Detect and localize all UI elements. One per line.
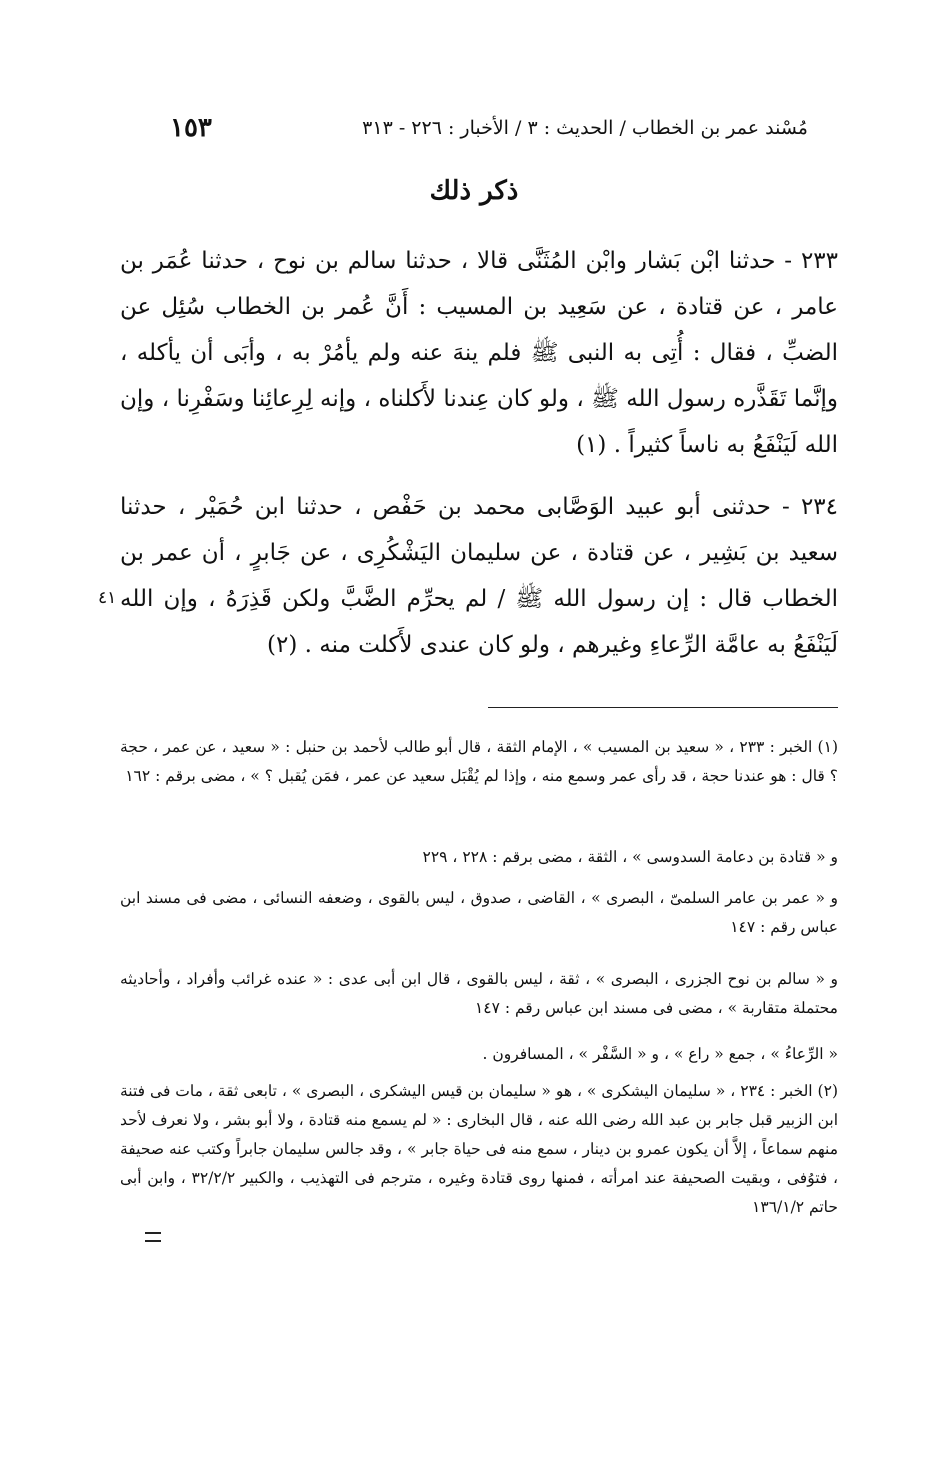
footnote-umar-ibn-amir: و « عمر بن عامر السلمىّ ، البصرى » ، القاضى ، صدوق ، ليس بالقوى ، وضعفه النسائى ، مضى فى مسند ابن عباس رقم : ١٤٧ <box>120 889 838 936</box>
footnote-1: (١) الخبر : ٢٣٣ ، « سعيد بن المسيب » ، الإمام الثقة ، قال أبو طالب لأحمد بن حنبل : « سعيد ، عن عمر ، حجة ؟ قال : هو عندنا حجة ، قد رأى عمر وسمع منه ، وإذا لم يُقْبَل سعيد عن عمر ، فمَن يُقبل ؟ » ، مضى برقم : ١٦٢ <box>120 738 838 785</box>
continuation-mark <box>145 1232 161 1242</box>
footnote-2: (٢) الخبر : ٢٣٤ ، « سليمان اليشكرى » ، هو « سليمان بن قيس اليشكرى ، البصرى » ، تابعى ثقة ، مات فى فتنة ابن الزبير قبل جابر بن عبد الله رضى الله عنه ، قال البخارى : « لم يسمع منه قتادة ، ولا أبو بشر ، ولا نعرف لأحد منهم سماعاً ، إلاَّ أن يكون عمرو بن دينار ، سمع منه فى حياة جابر » ، وقد جالس سليمان جابراً وكتب عنه صحيفة ، فتوُفى ، وبقيت الصحيفة عند امرأته ، فمنها روى قتادة وغيره ، مترجم فى التهذيب ، والكبير ٣٢/٢/٢ ، وابن أبى حاتم ١٣٦/١/٢ <box>120 1082 838 1216</box>
footnote-qatada: و « قتادة بن دعامة السدوسى » ، الثقة ، مضى برقم : ٢٢٨ ، ٢٢٩ <box>422 848 838 866</box>
hadith-234: ٢٣٤ - حدثنى أبو عبيد الوَصَّابى محمد بن حَفْص ، حدثنا ابن حُمَيْر ، حدثنا سعيد بن بَشِير ، عن قتادة ، عن سليمان اليَشْكُرِى ، عن جَابرٍ ، أن عمر بن الخطاب قال : إن رسول الله ﷺ / لم يحرِّم الضَّبَّ ولكن قَذِرَهُ ، وإن الله لَيَنْفَعُ به عامَّة الرِّعاءِ وغيرهم ، ولو كان عندى لأَكلت منه . (٢) <box>120 494 838 658</box>
running-head: مُسْند عمر بن الخطاب / الحديث : ٣ / الأخبار : ٢٢٦ - ٣١٣ <box>362 117 808 139</box>
footnote-vocabulary: « الرِّعاءُ » ، جمع « راع » ، و « السَّفْر » ، المسافرون . <box>482 1045 838 1063</box>
page-header <box>170 108 808 148</box>
footnote-divider <box>488 707 838 708</box>
hadith-233: ٢٣٣ - حدثنا ابْن بَشار وابْن المُثَنَّى قالا ، حدثنا سالم بن نوح ، حدثنا عُمَر بن عامر ، عن قتادة ، عن سَعِيد بن المسيب : أَنَّ عُمر بن الخطاب سُئِل عن الضبِّ ، فقال : أُتِى به النبى ﷺ فلم ينهَ عنه ولم يأمُرْ به ، وأبَى أن يأكله ، وإنَّما تَقَذَّره رسول الله ﷺ ، ولو كان عِندنا لأَكلناه ، وإنه لِرِعائِنا وسَفْرِنا ، وإن الله لَيَنْفَعُ به ناساً كثيراً . (١) <box>120 248 838 458</box>
page-number: ١٥٣ <box>170 113 212 143</box>
section-title: ذكر ذلك <box>429 176 519 206</box>
margin-page-note: ٤١ <box>98 588 117 608</box>
footnote-salim-ibn-nuh: و « سالم بن نوح الجزرى ، البصرى » ، ثقة ، ليس بالقوى ، قال ابن أبى عدى : « عنده غرائب وأفراد ، وأحاديثه محتملة متقاربة » ، مضى فى مسند ابن عباس رقم : ١٤٧ <box>120 970 838 1017</box>
